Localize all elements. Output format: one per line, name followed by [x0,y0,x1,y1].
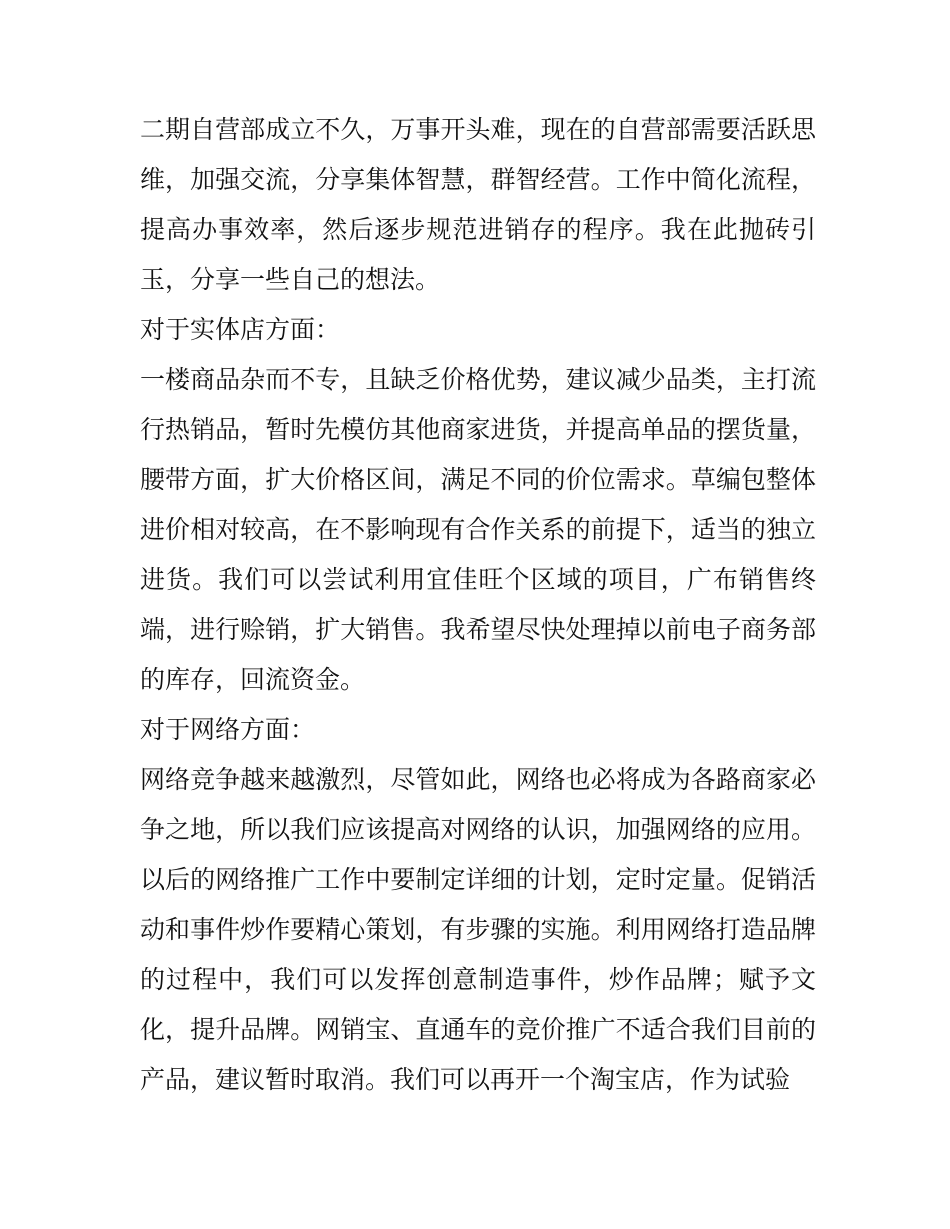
text-line: 的过程中，我们可以发挥创意制造事件，炒作品牌；赋予文 [140,965,816,994]
text-line: 腰带方面，扩大价格区间，满足不同的价位需求。草编包整体 [140,465,816,494]
section-heading-online [140,705,816,755]
text-line: 玉，分享一些自己的想法。 [140,265,441,294]
text-line: 产品，建议暂时取消。我们可以再开一个淘宝店，作为试验 [140,1065,791,1094]
text-line: 以后的网络推广工作中要制定详细的计划，定时定量。促销活 [140,865,816,894]
text-line: 争之地，所以我们应该提高对网络的认识，加强网络的应用。 [140,815,816,844]
section-heading-physical-store [140,305,816,355]
text-line: 行热销品，暂时先模仿其他商家进货，并提高单品的摆货量， [140,415,816,444]
text-line: 进价相对较高，在不影响现有合作关系的前提下，适当的独立 [140,515,816,544]
text-line: 进货。我们可以尝试利用宜佳旺个区域的项目，广布销售终 [140,565,816,594]
heading-line: 对于实体店方面： [140,315,341,344]
text-line: 二期自营部成立不久，万事开头难，现在的自营部需要活跃思 [140,115,816,144]
text-line: 动和事件炒作要精心策划，有步骤的实施。利用网络打造品牌 [140,915,816,944]
document-body [140,105,816,1105]
text-line: 化，提升品牌。网销宝、直通车的竞价推广不适合我们目前的 [140,1015,816,1044]
text-line: 网络竞争越来越激烈，尽管如此，网络也必将成为各路商家必 [140,765,816,794]
text-line: 端，进行赊销，扩大销售。我希望尽快处理掉以前电子商务部 [140,615,816,644]
paragraph-intro [140,105,816,305]
text-line: 提高办事效率，然后逐步规范进销存的程序。我在此抛砖引 [140,215,816,244]
paragraph-online [140,755,816,1105]
text-line: 维，加强交流，分享集体智慧，群智经营。工作中简化流程， [140,165,816,194]
text-line: 一楼商品杂而不专，且缺乏价格优势，建议减少品类，主打流 [140,365,816,394]
heading-line: 对于网络方面： [140,715,316,744]
paragraph-physical-store [140,355,816,705]
text-line: 的库存，回流资金。 [140,665,366,694]
